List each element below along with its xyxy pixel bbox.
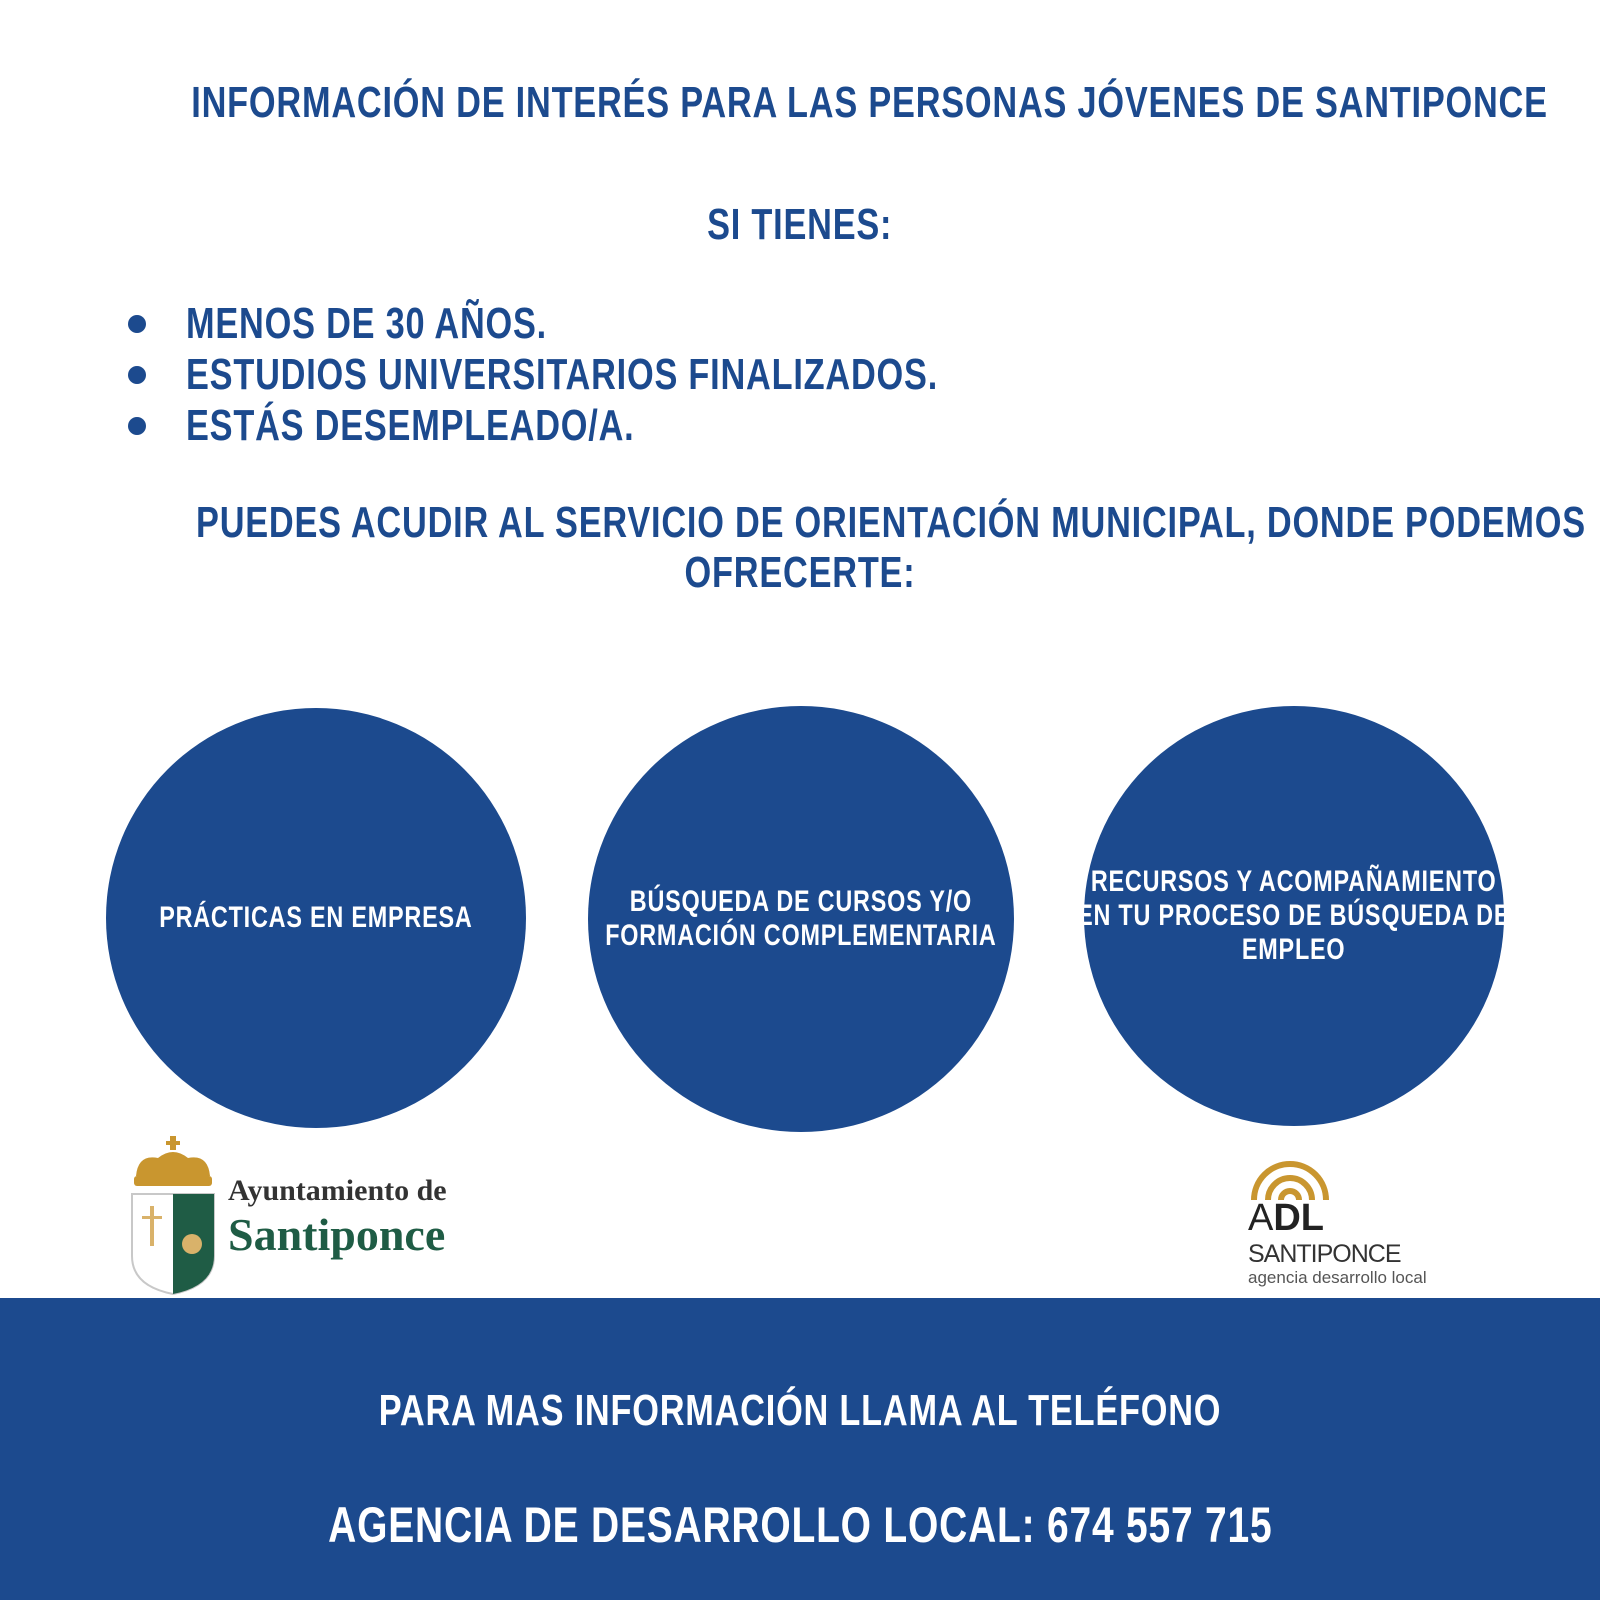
list-item bbox=[128, 349, 1150, 400]
service-text: BÚSQUEDA DE CURSOS Y/O bbox=[629, 885, 973, 918]
service-circle-practicas bbox=[106, 708, 526, 1128]
requirement-text: ESTÁS DESEMPLEADO/A. bbox=[186, 400, 635, 450]
service-text: RECURSOS Y ACOMPAÑAMIENTO bbox=[1091, 865, 1497, 898]
bullet-icon bbox=[128, 366, 146, 384]
subtitle-text: SI TIENES: bbox=[707, 200, 893, 249]
adl-logo bbox=[1248, 1156, 1468, 1296]
footer-line-2 bbox=[0, 1496, 1600, 1554]
footer-banner bbox=[0, 1298, 1600, 1600]
service-circle-cursos bbox=[588, 706, 1014, 1132]
signal-arcs-icon bbox=[1250, 1156, 1330, 1200]
bullet-icon bbox=[128, 417, 146, 435]
page-title-text: INFORMACIÓN DE INTERÉS PARA LAS PERSONAS JÓVENES DE SANTIPONCE bbox=[191, 78, 1548, 127]
adl-tagline: agencia desarrollo local bbox=[1248, 1268, 1427, 1287]
offer-line-2: OFRECERTE: bbox=[684, 548, 916, 597]
page-title bbox=[0, 78, 1600, 128]
footer-line-1 bbox=[0, 1386, 1600, 1436]
service-text: PRÁCTICAS EN EMPRESA bbox=[159, 901, 473, 934]
adl-name: SANTIPONCE bbox=[1248, 1240, 1401, 1268]
footer-phone-text: AGENCIA DE DESARROLLO LOCAL: 674 557 715 bbox=[327, 1497, 1273, 1553]
service-text: EN TU PROCESO DE BÚSQUEDA DE bbox=[1077, 899, 1511, 932]
requirement-text: ESTUDIOS UNIVERSITARIOS FINALIZADOS. bbox=[186, 349, 939, 399]
offer-text bbox=[0, 498, 1600, 598]
bullet-icon bbox=[128, 315, 146, 333]
offer-line-1: PUEDES ACUDIR AL SERVICIO DE ORIENTACIÓN MUNICIPAL, DONDE PODEMOS bbox=[196, 498, 1586, 547]
ayuntamiento-text: Ayuntamiento de bbox=[228, 1174, 447, 1207]
coat-of-arms-icon bbox=[128, 1136, 218, 1296]
adl-a: A bbox=[1248, 1197, 1274, 1239]
santiponce-text: Santiponce bbox=[228, 1209, 446, 1260]
requirement-text: MENOS DE 30 AÑOS. bbox=[186, 298, 547, 348]
subtitle bbox=[0, 200, 1600, 250]
list-item bbox=[128, 400, 1150, 451]
ayuntamiento-logo bbox=[128, 1136, 468, 1296]
requirements-list bbox=[128, 298, 1150, 451]
footer-info-text: PARA MAS INFORMACIÓN LLAMA AL TELÉFONO bbox=[378, 1386, 1222, 1435]
list-item bbox=[128, 298, 1150, 349]
service-text: FORMACIÓN COMPLEMENTARIA bbox=[605, 919, 997, 952]
service-text: EMPLEO bbox=[1242, 933, 1346, 966]
service-circle-recursos bbox=[1077, 706, 1511, 1126]
adl-dl: DL bbox=[1273, 1197, 1325, 1239]
